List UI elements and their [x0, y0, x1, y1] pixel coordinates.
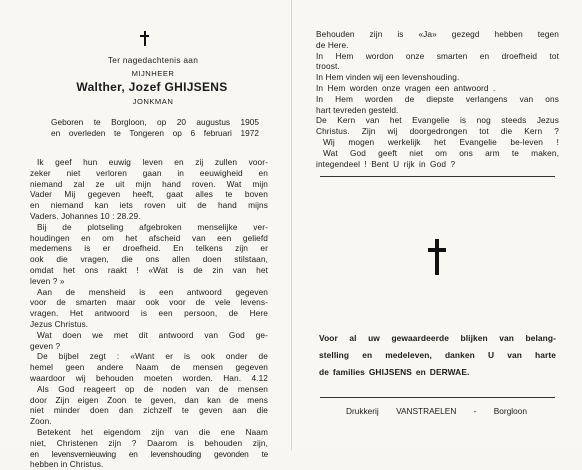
birth-line: Geboren te Borgloon, op 20 augustus 1905 — [51, 117, 259, 127]
text-line: ook die vragen, die ons allen doen stilstaan, — [30, 254, 268, 265]
text-line: de families GHIJSENS en DERWAE. — [319, 366, 470, 377]
printer-credit: Drukkerij VANSTRAELEN - Borgloon — [346, 406, 527, 416]
text-line: waardoor wij behouden moeten worden. Han. 4.12 — [30, 372, 268, 383]
left-body-text — [30, 157, 268, 470]
text-line: troost. — [316, 61, 340, 72]
text-line: leven ? » — [30, 275, 65, 286]
text-line: en levensvernieuwing en levenshouding gevonden te — [30, 448, 268, 459]
right-body-text — [316, 29, 559, 169]
heading: Ter nagedachtenis aan — [107, 55, 199, 65]
text-line: de Here. — [316, 39, 349, 50]
text-line: Vader Mij gegeven heeft, gaat alles te boven — [30, 189, 268, 200]
text-line: Zoon. — [30, 416, 52, 427]
text-line: niemand zal ze uit mijn hand roven. Wat mijn — [30, 178, 268, 189]
text-line: hebben in Christus. — [30, 459, 104, 470]
text-line: houdingen en om het afscheid van een geliefd — [30, 232, 268, 243]
small-cross-icon — [140, 31, 149, 46]
text-line: De bijbel zegt : «Want er is ook onder de — [37, 351, 268, 362]
text-line: geven ? — [30, 340, 61, 351]
text-line: niet minder doen dan zichzelf te geven aan die — [30, 405, 268, 416]
text-line: en niemand kan iets roven uit de hand mijns — [30, 200, 268, 211]
large-cross-icon — [428, 239, 446, 275]
text-line: hemel geen andere Naam de mensen gegeven — [30, 362, 268, 373]
text-line: niet, Christenen zijn ? Daarom is behouden zijn, — [30, 437, 268, 448]
text-line: Wat doen we met dit antwoord van God ge- — [37, 329, 268, 340]
fold-line — [291, 0, 292, 450]
text-line: In Hem worden onze vragen een antwoord . — [316, 82, 496, 93]
text-line: Christus. Zijn wij doorgedrongen tot die Kern ? — [316, 126, 559, 137]
text-line: vragen. Het antwoord is een persoon, de Here — [30, 308, 268, 319]
text-line: Bij de plotseling afgebroken menselijke ver- — [37, 221, 268, 232]
death-line: en overleden te Tongeren op 6 februari 1972 — [51, 128, 259, 138]
divider-bottom — [320, 397, 555, 398]
text-line: Vaders. Johannes 10 : 28.29. — [30, 210, 141, 221]
text-line: omdat het ons raakt ! «Wat is de zin van het — [30, 264, 268, 275]
text-line: In Hem vinden wij een levenshouding. — [316, 72, 460, 83]
text-line: hart tevreden gesteld. — [316, 104, 399, 115]
text-line: Behouden zijn is «Ja» gezegd hebben tegen — [316, 29, 559, 39]
text-line: In Hem wordon onze smarten en droefheid tot — [316, 50, 559, 61]
text-line: Betekent het eigendom zijn van die ene Naam — [37, 426, 268, 437]
text-line: medemens is er droefheid. En telkens zijn er — [30, 243, 268, 254]
divider-top — [320, 176, 555, 177]
status: JONKMAN — [132, 97, 174, 106]
text-line: De Kern van het Evangelie is nog steeds Jezus — [316, 115, 559, 126]
thanks-text — [319, 330, 556, 380]
text-line: In Hem worden de diepste verlangens van ons — [316, 93, 559, 104]
text-line: Aan de mensheid is een antwoord gegeven — [37, 286, 268, 297]
text-line: Wat God geeft niet om ons arm te maken, — [323, 147, 559, 158]
text-line: Wij mogen werkelijk het Evangelie be-leven ! — [323, 136, 559, 147]
text-line: door Zijn eigen Zoon te geven, dan kan de mens — [30, 394, 268, 405]
text-line: zeker niet verloren gaan in eeuwigheid en — [30, 167, 268, 178]
title: MIJNHEER — [131, 69, 175, 78]
text-line: Als God reageert op de noden van de mensen — [37, 383, 268, 394]
deceased-name: Walther, Jozef GHIJSENS — [76, 80, 228, 94]
text-line: Ik geef hun euwig leven en zij zullen voor- — [37, 157, 268, 167]
text-line: voor de smarten maar ook voor de vele levens- — [30, 297, 268, 308]
text-line: Jezus Christus. — [30, 318, 89, 329]
text-line: integendeel ! Bent U rijk in God ? — [316, 158, 456, 169]
text-line: Voor al uw gewaardeerde blijken van belang- — [319, 333, 556, 343]
text-line: stelling en medeleven, danken U van harte — [319, 349, 556, 360]
